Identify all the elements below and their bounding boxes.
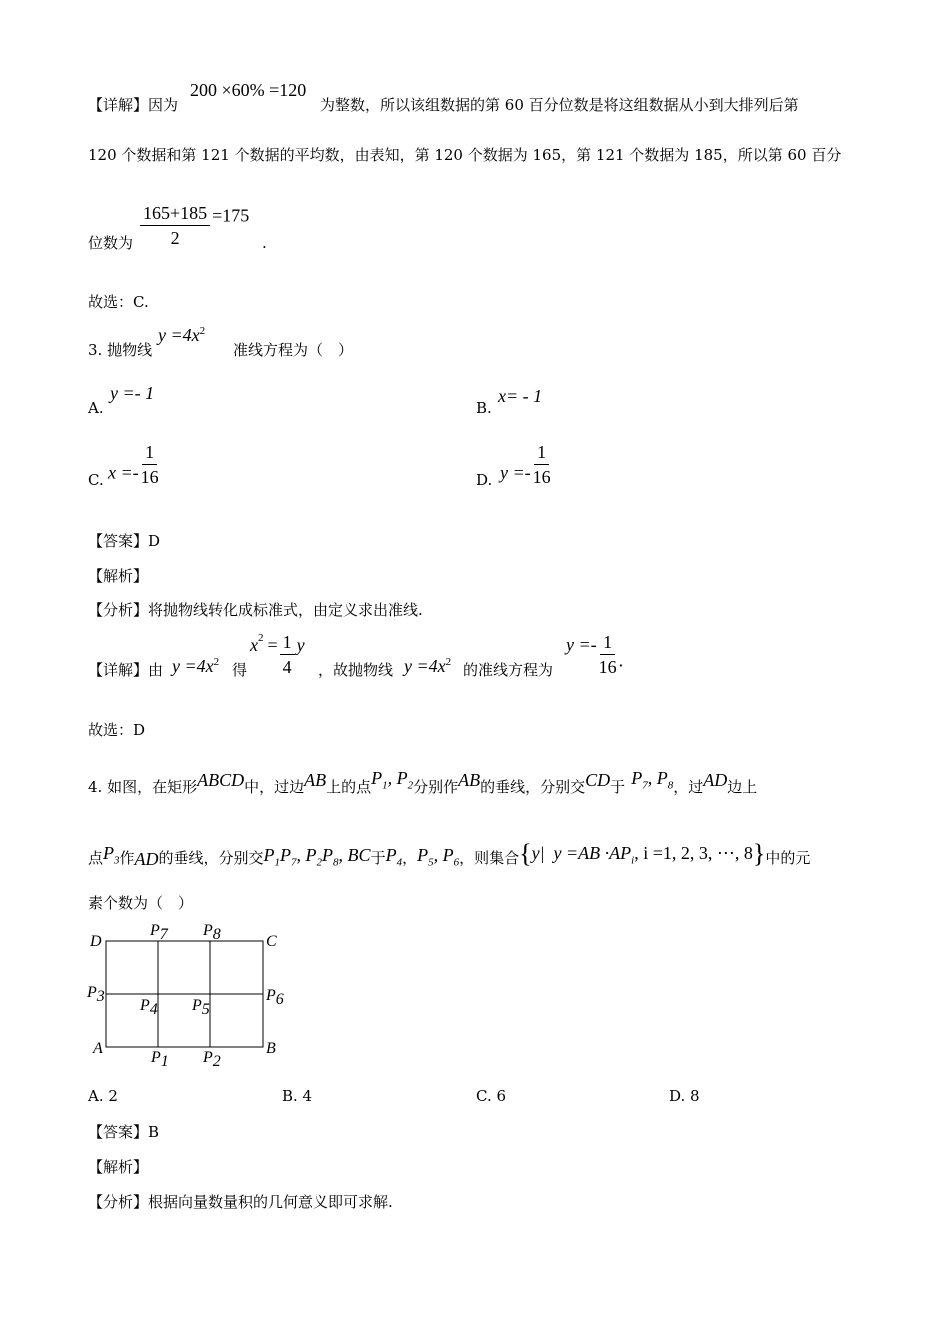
q2-detail-text2: 为整数，所以该组数据的第 60 百分位数是将这组数据从小到大排列后第 (320, 96, 799, 114)
q3-detail-math1: $y =4x^2$ (172, 656, 220, 676)
q4-stem-line3: 素个数为（ ） (88, 894, 194, 912)
label-p8: P8 (203, 922, 221, 943)
label-c: C (266, 933, 277, 950)
label-p5: P5 (192, 997, 210, 1018)
q2-detail-line1 (88, 95, 178, 115)
q3-analysis-tag: 【解析】 (88, 567, 149, 585)
label-p2: P2 (203, 1049, 221, 1068)
label-p4: P4 (140, 997, 158, 1018)
frac-denominator: 2 (170, 228, 180, 248)
q2-detail-line3-text: 位数为 (88, 234, 134, 252)
q3-option-c-label[interactable]: C. (88, 471, 104, 489)
q4-option-d[interactable]: D. 8 (669, 1087, 700, 1105)
q3-option-a-label[interactable]: A. (88, 399, 104, 417)
q3-analysis: 【分析】将抛物线转化成标准式，由定义求出准线. (88, 601, 423, 619)
q4-option-a[interactable]: A. 2 (88, 1087, 118, 1105)
q3-detail-tag: 【详解】由 (88, 661, 164, 679)
q4-option-b[interactable]: B. 4 (282, 1087, 313, 1105)
q2-choose: 故选：C. (88, 293, 149, 311)
q3-detail-math3: $y =4x^2$ (404, 656, 452, 676)
q3-detail-text2: 得 (232, 661, 248, 679)
label-d: D (90, 933, 102, 950)
q4-stem-line1: 4. 如图，在矩形ABCD中，过边AB上的点$P_1$, $P_2$分别作AB的垂线，分别交CD于 $P_7$, $P_8$，过AD边上 (88, 768, 758, 796)
frac-numerator: 165+185 (140, 203, 210, 226)
q2-math-200x60: 200 ×60% =120 (190, 80, 307, 100)
q3-option-d-math: y =- $\frac{1}{16}$ (500, 442, 551, 487)
q3-detail-math4: y =- $\frac{1}{16}$ . (566, 632, 624, 677)
label-p7: P7 (150, 922, 168, 943)
q3-option-a-math: y =- 1 (110, 383, 155, 403)
q2-period: . (262, 234, 267, 252)
q4-stem-line2: 点$P_3$作AD的垂线，分别交$P_1P_7$, $P_2P_8$, BC于$P_4$，$P_5$, $P_6$，则集合{y| $y =AB \cdot AP_i$, i =1, 2, 3, ⋯, 8}中的元 (88, 839, 811, 869)
q3-answer: 【答案】D (88, 532, 161, 550)
detail-tag: 【详解】 (88, 96, 149, 114)
label-b: B (266, 1040, 276, 1057)
q3-stem-suffix: 准线方程为（ ） (233, 341, 354, 359)
frac-result: =175 (212, 205, 250, 226)
q3-detail-math2: $x^2$ = $\frac{1}{4}$ y (250, 632, 305, 678)
q4-answer: 【答案】B (88, 1123, 160, 1141)
label-p1: P1 (151, 1049, 169, 1068)
q3-option-d-label[interactable]: D. (476, 471, 493, 489)
q4-analysis-tag: 【解析】 (88, 1158, 149, 1176)
q3-stem-math: $y =4x^2$ (158, 325, 206, 345)
label-p6: P6 (266, 987, 284, 1008)
q3-option-c-math: x =- $\frac{1}{16}$ (108, 442, 159, 487)
rectangle-figure (85, 918, 295, 1068)
q2-detail-line2: 120 个数据和第 121 个数据的平均数，由表知，第 120 个数据为 165，第 121 个数据为 185，所以第 60 百分 (88, 146, 842, 164)
q4-analysis: 【分析】根据向量数量积的几何意义即可求解. (88, 1193, 393, 1211)
q4-option-c[interactable]: C. 6 (476, 1087, 507, 1105)
label-p3: P3 (87, 984, 105, 1005)
q3-stem-prefix: 3. 抛物线 (88, 341, 153, 359)
q3-option-b-math: x= - 1 (498, 386, 543, 406)
q2-fraction (138, 203, 249, 248)
q3-detail-text3: ，故抛物线 (318, 661, 394, 679)
set-expression: {y| $y =AB \cdot AP_i$, i =1, 2, 3, ⋯, 8} (519, 839, 766, 868)
q3-choose: 故选：D (88, 721, 146, 739)
detail-text: 因为 (148, 96, 179, 114)
label-a: A (93, 1040, 103, 1057)
q3-detail-text4: 的准线方程为 (463, 661, 554, 679)
q3-option-b-label[interactable]: B. (476, 399, 492, 417)
